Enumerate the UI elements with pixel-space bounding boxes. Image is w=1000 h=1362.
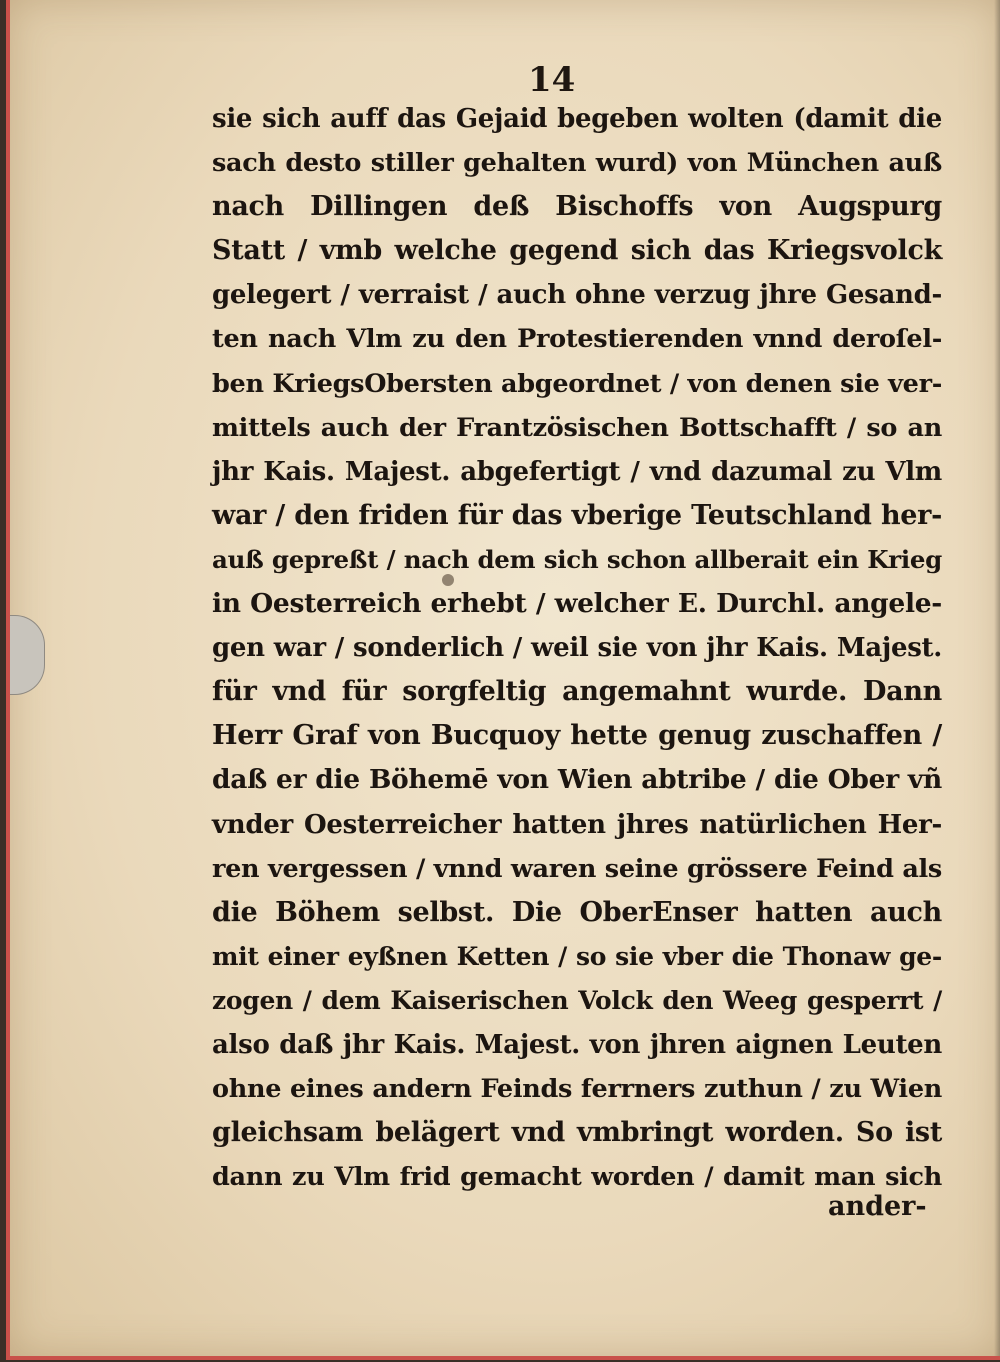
text-line: sach desto stiller gehalten wurd) von München auß [212,148,942,179]
body-text [212,97,942,1199]
text-line: mittels auch der Frantzösischen Bottschafft / so an [212,412,942,443]
text-line: ohne eines andern Feinds ferrners zuthun / zu Wien [212,1074,942,1105]
text-line: dann zu Vlm frid gemacht worden / damit man sich [212,1162,942,1193]
text-line: gelegert / verraist / auch ohne verzug jhre Gesand- [212,280,942,311]
catchword: ander- [828,1191,927,1222]
text-line: vnder Oesterreicher hatten jhres natürlichen Her- [212,809,942,840]
text-line: ben KriegsObersten abgeordnet / von denen sie ver- [212,368,942,399]
text-line: in Oesterreich erhebt / welcher E. Durchl. angele- [212,588,942,620]
text-line: ten nach Vlm zu den Protestierenden vnnd deroſel- [212,324,942,355]
text-line: jhr Kais. Majest. abgefertigt / vnd dazumal zu Vlm [212,456,942,487]
text-line: für vnd für sorgfeltig angemahnt wurde. Dann [212,676,942,708]
text-line: zogen / dem Kaiserischen Volck den Weeg gesperrt / [212,985,942,1015]
text-line: Statt / vmb welche gegend sich das Kriegsvolck [212,235,942,267]
text-line: Herr Graf von Bucquoy hette genug zuschaffen / [212,720,942,752]
text-line: war / den friden für das vberige Teutschland her- [212,499,942,531]
text-line: nach Dillingen deß Bischoffs von Augspurg [212,191,942,223]
text-line: auß gepreßt / nach dem sich schon allberait ein Krieg [212,544,942,574]
text-line: die Böhem selbst. Die OberEnser hatten auch [212,896,942,928]
text-line: daß er die Böhemē von Wien abtribe / die Ober vñ [212,764,942,796]
page-number: 14 [528,60,576,100]
binding-clip [10,615,45,695]
text-line: also daß jhr Kais. Majest. von jhren aignen Leuten [212,1029,942,1060]
text-line: ren vergessen / vnnd waren seine grössere Feind als [212,853,942,884]
text-line: gen war / sonderlich / weil sie von jhr Kais. Majest. [212,633,942,664]
text-line: gleichsam belägert vnd vmbringt worden. So ist [212,1117,942,1149]
text-line: sie sich auff das Gejaid begeben wolten (damit die [212,104,942,134]
text-line: mit einer eyßnen Ketten / so sie vber die Thonaw ge- [212,941,942,971]
